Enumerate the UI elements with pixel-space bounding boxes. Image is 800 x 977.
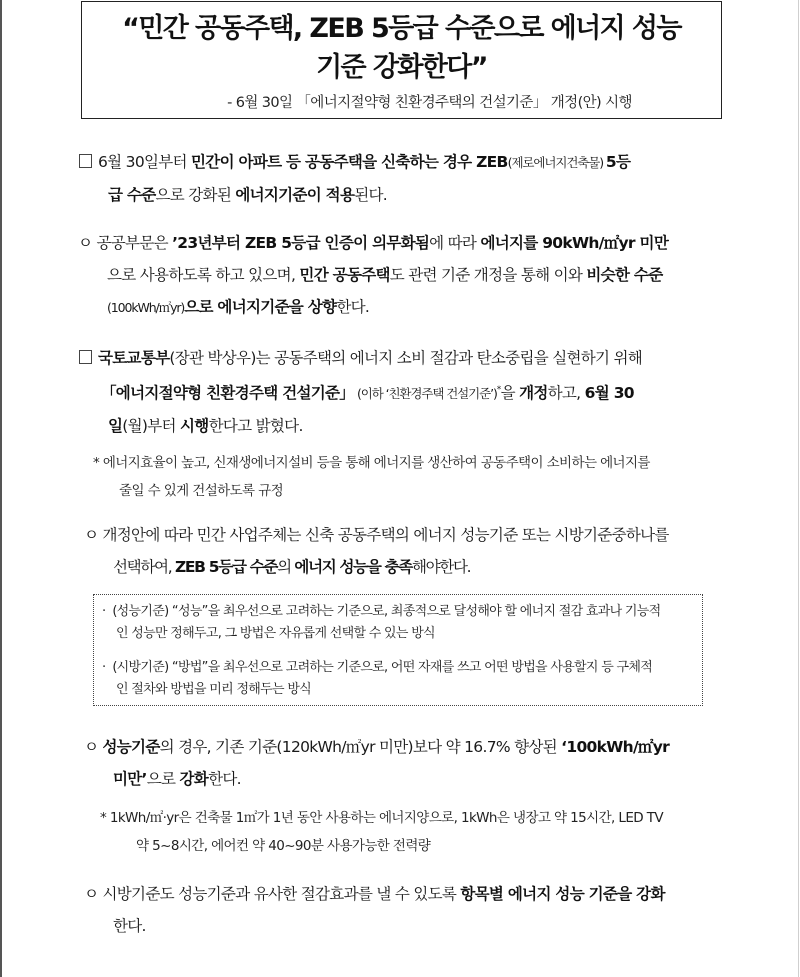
section-2c-paragraph (0, 878, 760, 942)
bold-text: 에너지기준이 적용 (235, 186, 355, 204)
text: 한다. (208, 770, 241, 788)
text: 개정안에 따라 민간 사업주체는 신축 공동주택의 에너지 성능기준 또는 시방기준중하나를 (102, 526, 669, 544)
bold-text: 일 (108, 417, 123, 435)
text: (이하 ‘친환경주택 건설기준’) (354, 386, 497, 401)
section-1a-paragraph (0, 227, 750, 324)
bold-text: ZEB 5등급 수준 (174, 558, 278, 576)
section-1-paragraph (0, 146, 740, 211)
subheadline: - 6월 30일 「에너지절약형 친환경주택의 건설기준」 개정(안) 시행 (227, 95, 632, 111)
bold-text: 에너지를 90kWh/㎡yr 미만 (480, 234, 669, 252)
circle-bullet-icon: ㅇ (84, 738, 99, 756)
text: 을 (500, 384, 520, 402)
text: 인 절차와 방법을 미리 정해두는 방식 (116, 682, 312, 697)
section-2b-paragraph (0, 731, 760, 795)
section-2-paragraph (0, 342, 750, 442)
bold-text: 시행 (180, 417, 209, 435)
text: 한다. (336, 298, 370, 316)
bold-text: 민간이 아파트 등 공동주택을 신축하는 경우 ZEB (191, 153, 508, 171)
text: 으로 사용하도록 하고 있으며, (107, 266, 300, 284)
footnote-line-1: * 1kWh/㎡·yr은 건축물 1㎡가 1년 동안 사용하는 에너지양으로, 1kWh은 냉장고 약 15시간, LED TV (100, 810, 664, 826)
text: 한다고 밝혔다. (208, 417, 303, 435)
text: (제로에너지건축물) (507, 155, 606, 170)
bold-text: 미만’ (113, 770, 147, 788)
text: 으로 (146, 770, 180, 788)
text: 하고, (547, 384, 585, 402)
headline-box (81, 1, 722, 119)
text: 선택하여, (113, 558, 175, 576)
footnote-kwh-definition (0, 804, 760, 860)
text: 의 경우, 기존 기준(120kWh/㎡yr 미만)보다 약 16.7% 향상된 (159, 738, 562, 756)
square-bullet-icon (79, 350, 92, 364)
bold-text: 개정 (519, 384, 548, 402)
text: 에 따라 (429, 234, 481, 252)
text: (시방기준) “방법”을 최우선으로 고려하는 기준으로, 어떤 자재를 쓰고 어떤 방법을 사용할지 등 구체적 (112, 660, 653, 675)
section-2a-paragraph (0, 519, 760, 583)
headline-line-2: 기준 강화한다” (316, 52, 487, 83)
text: 도 관련 기준 개정을 통해 이와 (389, 266, 587, 284)
text: (월)부터 (122, 417, 181, 435)
text: 으로 강화된 (155, 186, 236, 204)
text: 된다. (354, 186, 388, 204)
bold-text: 국토교통부 (98, 349, 170, 367)
definition-performance (102, 601, 694, 645)
bold-text: 「에너지절약형 친환경주택 건설기준」 (101, 384, 355, 402)
bold-text: 5등 (605, 153, 631, 171)
text: (100kWh/㎡yr) (107, 300, 185, 315)
footnote-line-1: * 에너지효율이 높고, 신재생에너지설비 등을 통해 에너지를 생산하여 공동주택이 소비하는 에너지를 (93, 455, 650, 471)
definition-specification (102, 657, 694, 701)
bold-text: 으로 에너지기준을 상향 (184, 298, 337, 316)
bold-text: 6월 30 (584, 384, 634, 402)
bold-text: ‘100kWh/㎡yr (561, 738, 670, 756)
bold-text: 급 수준 (108, 186, 156, 204)
text: (장관 박상우)는 공동주택의 에너지 소비 절감과 탄소중립을 실현하기 위해 (169, 349, 643, 367)
footnote-eco-housing (0, 449, 760, 505)
footnote-marker: * (496, 385, 501, 395)
page-right-edge (798, 0, 799, 977)
text: 시방기준도 성능기준과 유사한 절감효과를 낼 수 있도록 (102, 885, 461, 903)
circle-bullet-icon: ㅇ (84, 885, 99, 903)
footnote-line-2: 줄일 수 있게 건설하도록 규정 (119, 483, 284, 499)
text: 공공부문은 (96, 234, 173, 252)
bold-text: 성능기준 (102, 738, 160, 756)
bold-text: 항목별 에너지 성능 기준을 강화 (460, 885, 665, 903)
bold-text: ’23년부터 ZEB 5등급 인증이 의무화됨 (172, 234, 430, 252)
bold-text: 민간 공동주택 (299, 266, 390, 284)
text: 인 성능만 정해두고, 그 방법은 자유롭게 선택할 수 있는 방식 (116, 626, 435, 641)
bold-text: 에너지 성능을 충족 (294, 558, 412, 576)
bold-text: 강화 (179, 770, 209, 788)
bold-text: 비슷한 수준 (586, 266, 663, 284)
text: 6월 30일부터 (98, 153, 192, 171)
text: 의 (277, 558, 295, 576)
circle-bullet-icon: ㅇ (78, 234, 93, 252)
headline-line-1: “민간 공동주택, ZEB 5등급 수준으로 에너지 성능 (122, 13, 681, 44)
square-bullet-icon (79, 154, 92, 168)
text: 한다. (113, 917, 146, 935)
dot-bullet-icon: · (102, 604, 106, 619)
text: 해야한다. (411, 558, 471, 576)
circle-bullet-icon: ㅇ (84, 526, 99, 544)
footnote-line-2: 약 5~8시간, 에어컨 약 40~90분 사용가능한 전력량 (136, 838, 431, 854)
headline (82, 9, 721, 87)
text: (성능기준) “성능”을 최우선으로 고려하는 기준으로, 최종적으로 달성해야 할 에너지 절감 효과나 기능적 (112, 604, 661, 619)
definitions-box (93, 594, 703, 706)
dot-bullet-icon: · (102, 660, 106, 675)
